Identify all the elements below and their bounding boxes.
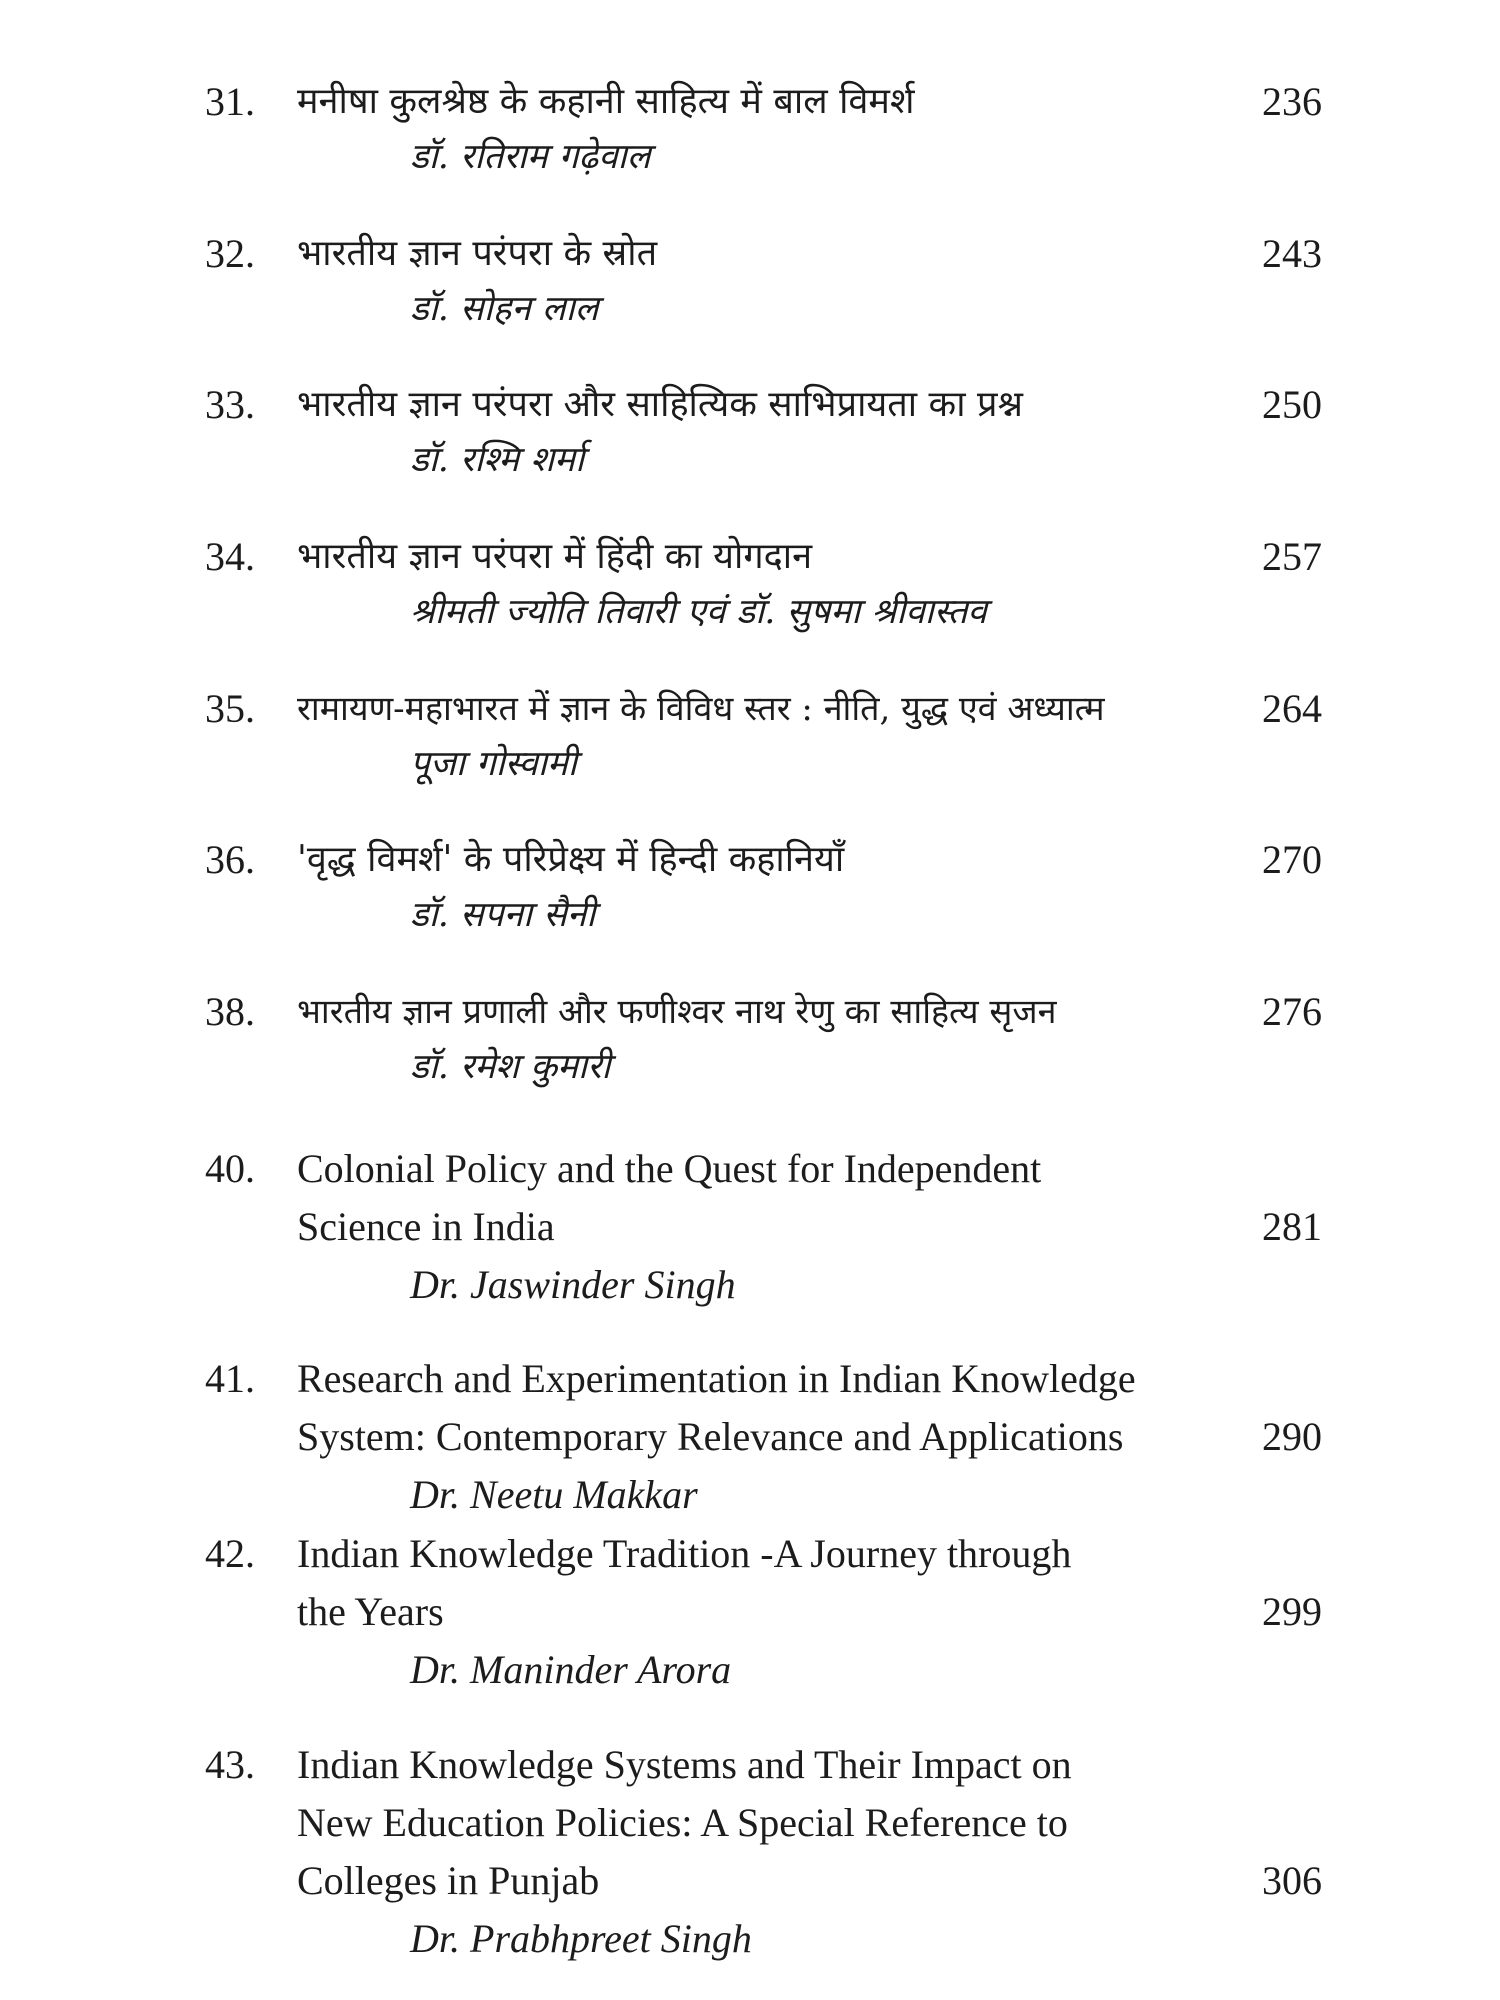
entry-author: डॉ. रमेश कुमारी — [410, 1047, 611, 1087]
entry-page-number: 276 — [1262, 989, 1322, 1034]
entry-page-number: 250 — [1262, 382, 1322, 427]
entry-author: Dr. Maninder Arora — [410, 1647, 732, 1692]
entry-author: श्रीमती ज्योति तिवारी एवं डॉ. सुषमा श्रीवास्तव — [410, 592, 987, 632]
entry-title-line-3: Colleges in Punjab — [297, 1858, 600, 1903]
entry-title: रामायण-महाभारत में ज्ञान के विविध स्तर : नीति, युद्ध एवं अध्यात्म — [297, 689, 1105, 729]
entry-number: 36. — [205, 837, 255, 882]
entry-title: भारतीय ज्ञान प्रणाली और फणीश्वर नाथ रेणु का साहित्य सृजन — [297, 992, 1057, 1032]
entry-title-line-2: System: Contemporary Relevance and Applications — [297, 1414, 1124, 1459]
entry-page-number: 264 — [1262, 686, 1322, 731]
entry-author: Dr. Jaswinder Singh — [410, 1262, 736, 1307]
entry-number: 34. — [205, 534, 255, 579]
entry-page-number: 236 — [1262, 79, 1322, 124]
entry-title-line-1: Indian Knowledge Systems and Their Impact on — [297, 1742, 1072, 1787]
entry-author: डॉ. रतिराम गढ़ेवाल — [410, 137, 651, 177]
entry-title-line-1: Research and Experimentation in Indian Knowledge — [297, 1356, 1136, 1401]
entry-title-line-1: Indian Knowledge Tradition -A Journey through — [297, 1531, 1072, 1576]
entry-number: 35. — [205, 686, 255, 731]
entry-page-number: 257 — [1262, 534, 1322, 579]
entry-author: Dr. Neetu Makkar — [410, 1472, 698, 1517]
entry-number: 42. — [205, 1531, 255, 1576]
entry-number: 41. — [205, 1356, 255, 1401]
entry-number: 38. — [205, 989, 255, 1034]
entry-title-line-2: the Years — [297, 1589, 444, 1634]
entry-page-number: 270 — [1262, 837, 1322, 882]
entry-author: डॉ. रश्मि शर्मा — [410, 440, 585, 480]
entry-title-line-2: Science in India — [297, 1204, 555, 1249]
entry-page-number: 281 — [1262, 1204, 1322, 1249]
entry-page-number: 243 — [1262, 231, 1322, 276]
entry-author: पूजा गोस्वामी — [410, 744, 577, 784]
entry-number: 43. — [205, 1742, 255, 1787]
entry-number: 40. — [205, 1146, 255, 1191]
entry-number: 32. — [205, 231, 255, 276]
entry-title: भारतीय ज्ञान परंपरा में हिंदी का योगदान — [297, 536, 813, 577]
entry-title: 'वृद्ध विमर्श' के परिप्रेक्ष्य में हिन्दी कहानियाँ — [297, 839, 845, 880]
entry-author: Dr. Prabhpreet Singh — [410, 1916, 752, 1961]
entry-title-line-2: New Education Policies: A Special Reference to — [297, 1800, 1068, 1845]
entry-title: मनीषा कुलश्रेष्ठ के कहानी साहित्य में बाल विमर्श — [297, 81, 915, 122]
entry-title: भारतीय ज्ञान परंपरा के स्रोत — [297, 233, 658, 274]
entry-title: भारतीय ज्ञान परंपरा और साहित्यिक साभिप्रायता का प्रश्न — [297, 384, 1023, 425]
entry-number: 31. — [205, 79, 255, 124]
entry-page-number: 299 — [1262, 1589, 1322, 1634]
entry-number: 33. — [205, 382, 255, 427]
entry-title-line-1: Colonial Policy and the Quest for Independent — [297, 1146, 1042, 1191]
entry-author: डॉ. सोहन लाल — [410, 289, 599, 329]
entry-page-number: 290 — [1262, 1414, 1322, 1459]
entry-page-number: 306 — [1262, 1858, 1322, 1903]
entry-author: डॉ. सपना सैनी — [410, 895, 596, 935]
